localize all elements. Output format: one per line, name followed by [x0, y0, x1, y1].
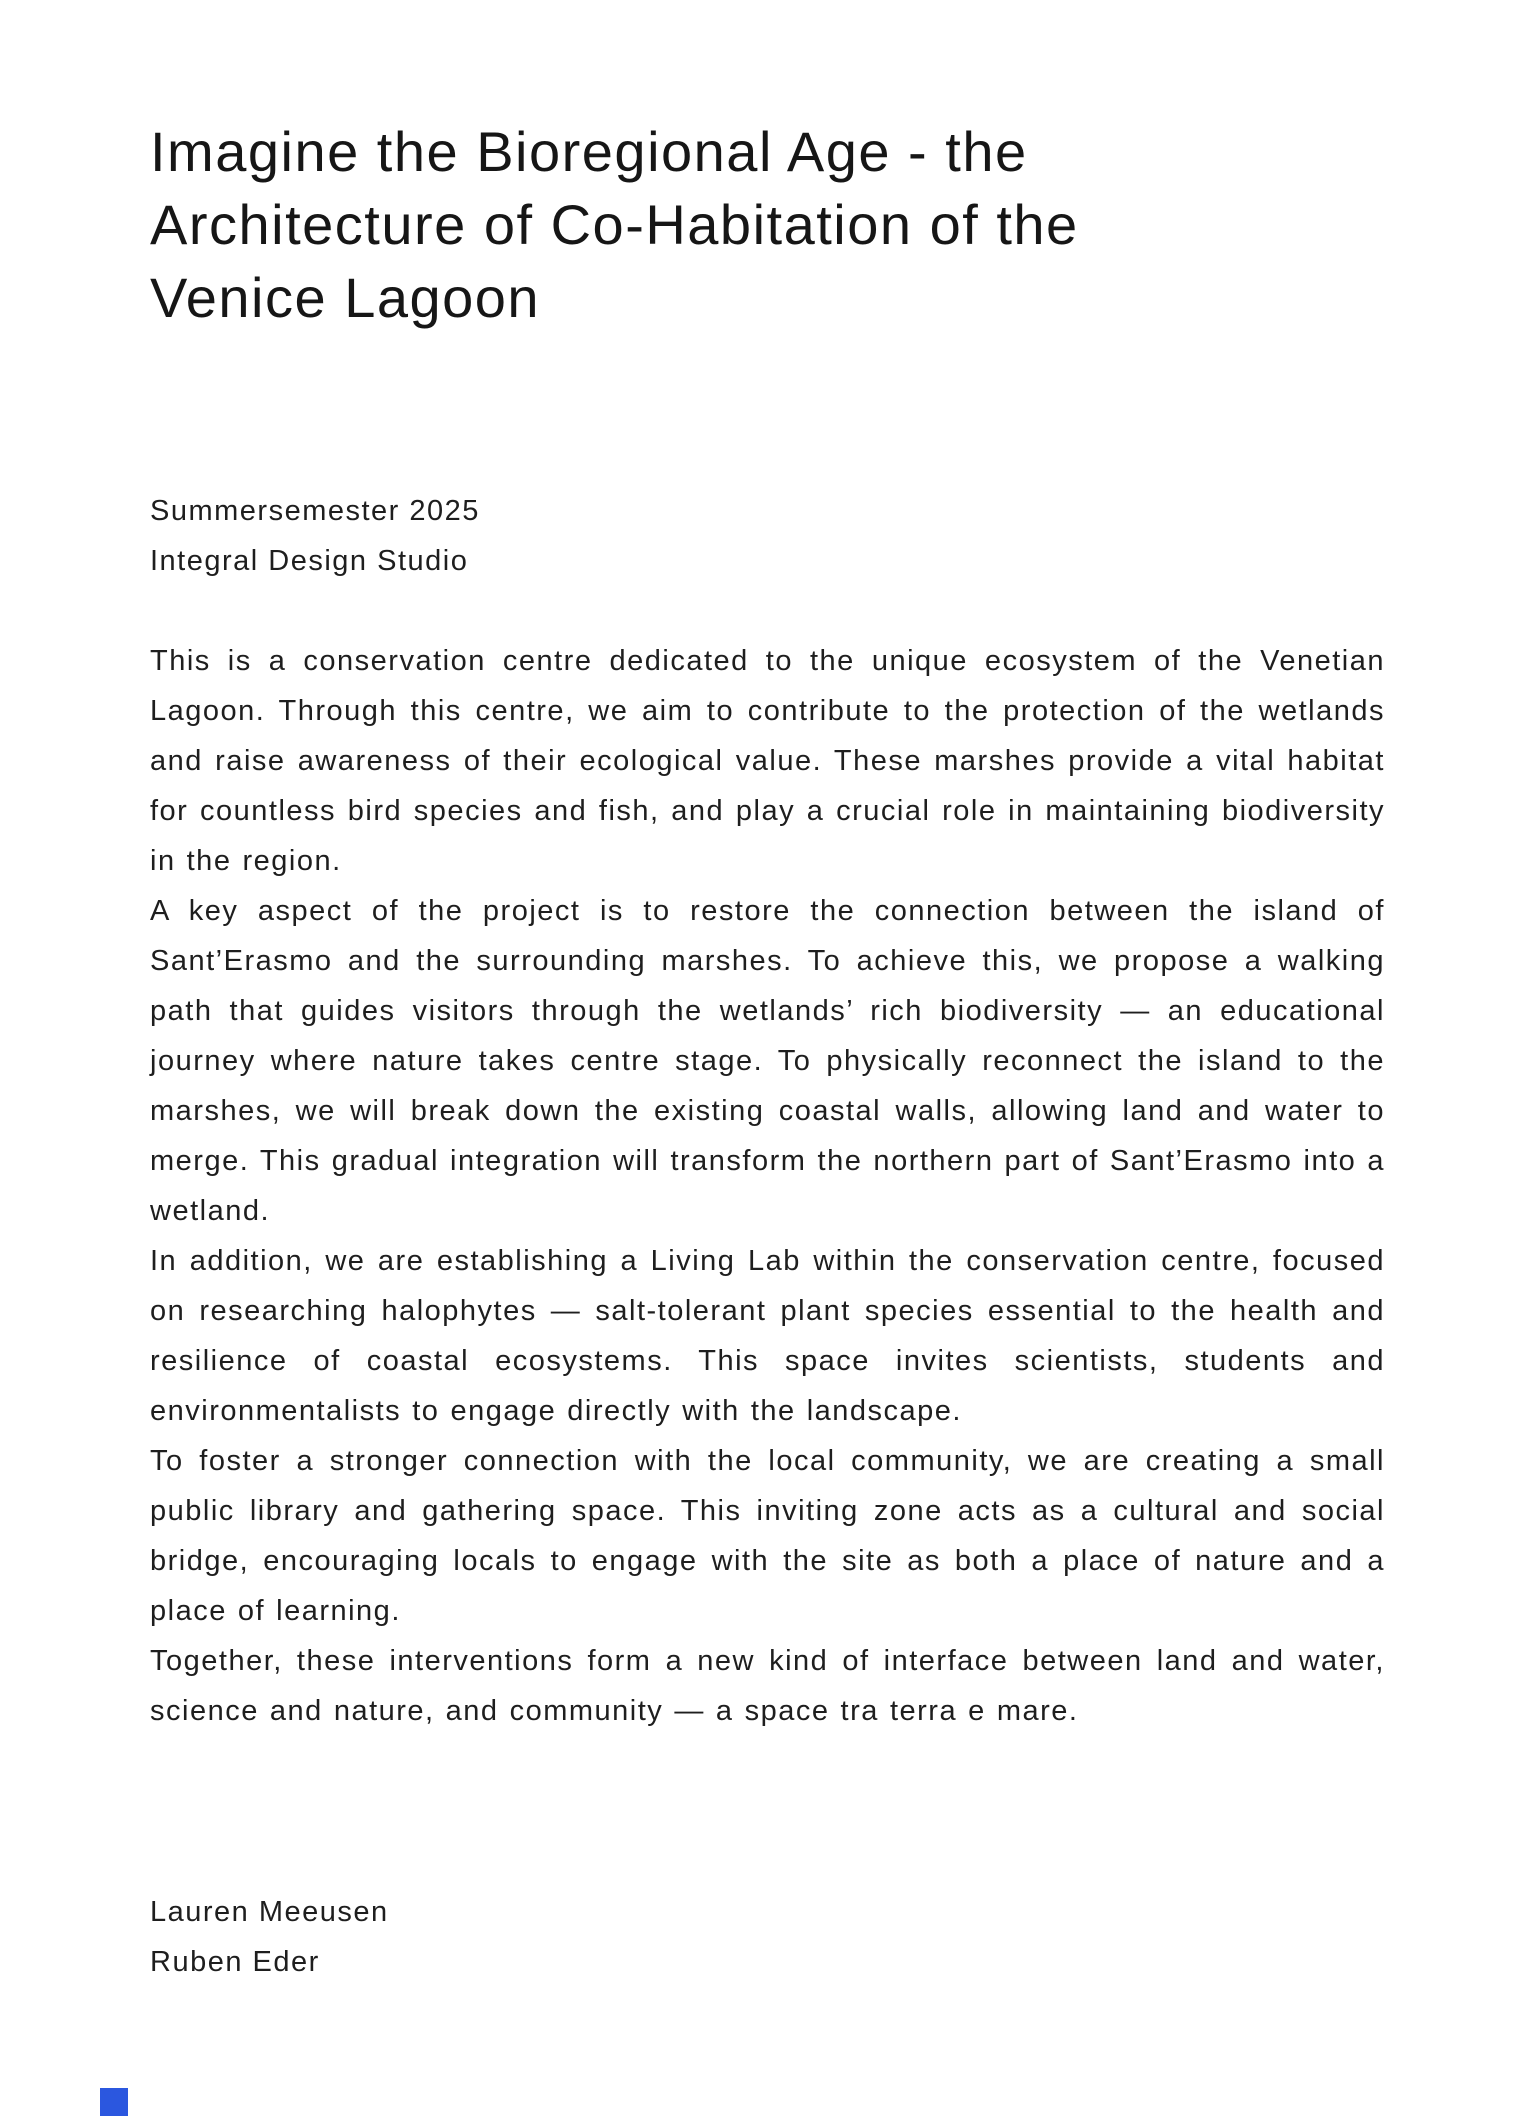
page-title-line: Venice Lagoon: [150, 266, 541, 329]
body-paragraph: To foster a stronger connection with the local community, we are creating a small public library and gathering space. This inviting zone acts as a cultural and social bridge, encouraging locals to engage with the site as both a place of nature and a place of learning.: [150, 1445, 1385, 1627]
body-text: [150, 636, 1385, 1736]
body-paragraph: A key aspect of the project is to restore the connection between the island of Sant’Erasmo and the surrounding marshes. To achieve this, we propose a walking path that guides visitors through the wetlands’ rich biodiversity — an educational journey where nature takes centre stage. To physically reconnect the island to the marshes, we will break down the existing coastal walls, allowing land and water to merge. This gradual integration will transform the northern part of Sant’Erasmo into a wetland.: [150, 895, 1385, 1227]
semester-label: Summersemester 2025: [150, 495, 480, 527]
page-title-line: Architecture of Co-Habitation of the: [150, 193, 1079, 256]
footer-link-marker[interactable]: [100, 2088, 128, 2116]
author-name: Lauren Meeusen: [150, 1896, 389, 1928]
page-title: [150, 115, 1385, 334]
subtitle-block: [150, 486, 1385, 586]
author-list: [150, 1887, 389, 1987]
page-title-line: Imagine the Bioregional Age - the: [150, 120, 1028, 183]
body-paragraph: This is a conservation centre dedicated to the unique ecosystem of the Venetian Lagoon. Through this centre, we aim to contribute to the protection of the wetlands and raise awareness of their ecological value. These marshes provide a vital habitat for countless bird species and fish, and play a crucial role in maintaining biodiversity in the region.: [150, 645, 1385, 877]
body-paragraph: Together, these interventions form a new kind of interface between land and water, science and nature, and community — a space tra terra e mare.: [150, 1645, 1385, 1727]
body-paragraph: In addition, we are establishing a Living Lab within the conservation centre, focused on researching halophytes — salt-tolerant plant species essential to the health and resilience of coastal ecosystems. This space invites scientists, students and environmentalists to engage directly with the landscape.: [150, 1245, 1385, 1427]
author-name: Ruben Eder: [150, 1946, 320, 1978]
studio-label: Integral Design Studio: [150, 545, 469, 577]
